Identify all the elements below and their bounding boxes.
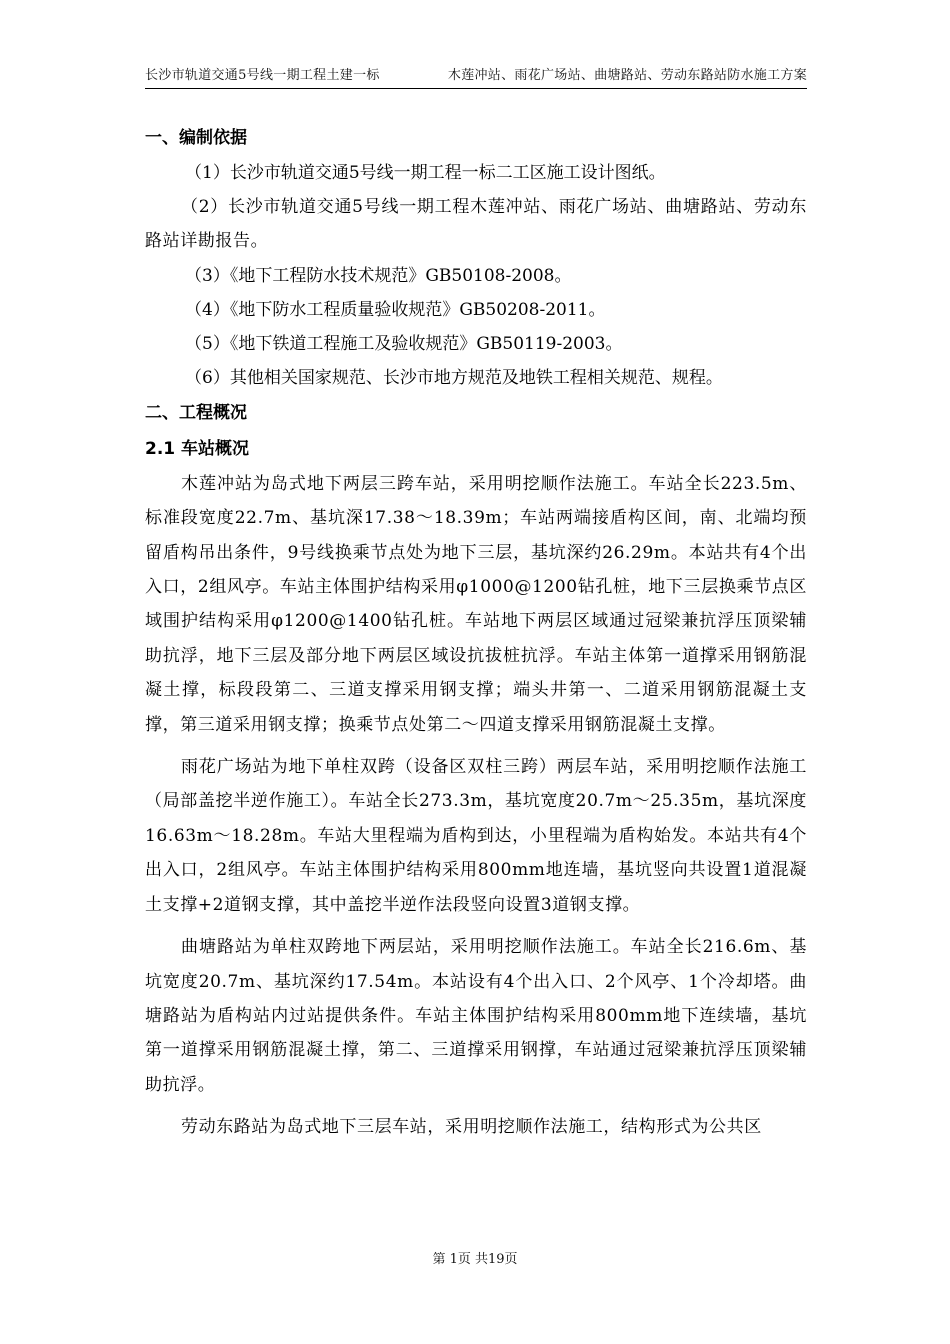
header-document-title: 木莲冲站、雨花广场站、曲塘路站、劳动东路站防水施工方案 <box>447 68 807 83</box>
basis-item: （6）其他相关国家规范、长沙市地方规范及地铁工程相关规范、规程。 <box>185 367 723 388</box>
station-paragraph: 劳动东路站为岛式地下三层车站，采用明挖顺作法施工，结构形式为公共区 <box>181 1117 762 1138</box>
station-paragraph: 木莲冲站为岛式地下两层三跨车站，采用明挖顺作法施工。车站全长223.5m、标准段宽度22.7m、基坑深17.38～18.39m；车站两端接盾构区间，南、北端均预留盾构吊出条件，9号线换乘节点处为地下三层，基坑深约26.29m。本站共有4个出入口，2组风亭。车站主体围护结构采用φ1000@1200钻孔桩，地下三层换乘节点区域围护结构采用φ1200@1400钻孔桩。车站地下两层区域通过冠梁兼抗浮压顶梁辅助抗浮，地下三层及部分地下两层区域设抗拔桩抗浮。车站主体第一道撑采用钢筋混凝土撑，标段段第二、三道支撑采用钢支撑；端头井第一、二道采用钢筋混凝土支撑，第三道采用钢支撑；换乘节点处第二～四道支撑采用钢筋混凝土支撑。 <box>145 473 807 735</box>
header-project-title: 长沙市轨道交通5号线一期工程土建一标 <box>145 68 380 83</box>
document-body <box>145 120 807 1145</box>
basis-item: （5）《地下铁道工程施工及验收规范》GB50119-2003。 <box>185 333 623 354</box>
basis-item: （3）《地下工程防水技术规范》GB50108-2008。 <box>185 265 572 286</box>
section-heading-basis: 一、编制依据 <box>145 128 247 148</box>
station-paragraph: 雨花广场站为地下单柱双跨（设备区双柱三跨）两层车站，采用明挖顺作法施工（局部盖挖半逆作施工）。车站全长273.3m，基坑宽度20.7m～25.35m，基坑深度16.63m～18.28m。车站大里程端为盾构到达，小里程端为盾构始发。本站共有4个出入口，2组风亭。车站主体围护结构采用800mm地连墙，基坑竖向共设置1道混凝土支撑+2道钢支撑，其中盖挖半逆作法段竖向设置3道钢支撑。 <box>145 757 807 915</box>
station-paragraph: 曲塘路站为单柱双跨地下两层站，采用明挖顺作法施工。车站全长216.6m、基坑宽度20.7m、基坑深约17.54m。本站设有4个出入口、2个风亭、1个冷却塔。曲塘路站为盾构站内过站提供条件。车站主体围护结构采用800mm地下连续墙，基坑第一道撑采用钢筋混凝土撑，第二、三道撑采用钢撑，车站通过冠梁兼抗浮压顶梁辅助抗浮。 <box>145 937 807 1095</box>
basis-item: （4）《地下防水工程质量验收规范》GB50208-2011。 <box>185 299 606 320</box>
basis-item: （1）长沙市轨道交通5号线一期工程一标二工区施工设计图纸。 <box>185 163 666 183</box>
page-header <box>145 64 807 89</box>
section-heading-overview: 二、工程概况 <box>145 402 247 423</box>
basis-item: （2）长沙市轨道交通5号线一期工程木莲冲站、雨花广场站、曲塘路站、劳动东路站详勘报告。 <box>145 197 807 252</box>
page-number: 第 1页 共19页 <box>432 1252 518 1267</box>
subsection-heading-stations: 2.1 车站概况 <box>145 438 250 459</box>
